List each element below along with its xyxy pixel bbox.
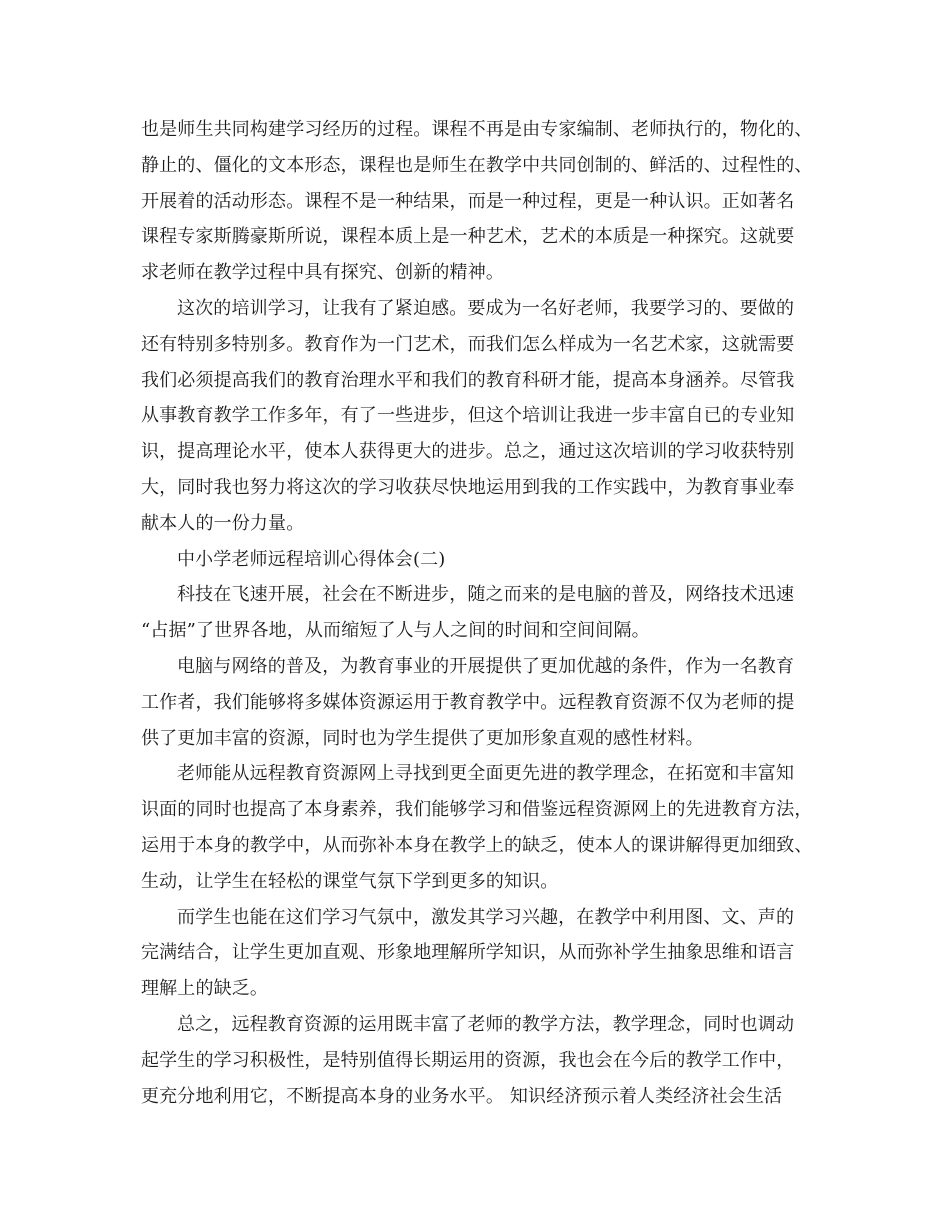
text-line: “占据”了世界各地，从而缩短了人与人之间的时间和空间间隔。: [141, 620, 650, 642]
text-line: 求老师在教学过程中具有探究、创新的精神。: [141, 262, 504, 284]
text-line: 理解上的缺乏。: [141, 978, 269, 1000]
text-line: 识面的同时也提高了本身素养，我们能够学习和借鉴远程资源网上的先进教育方法，: [141, 799, 813, 821]
text-line: 运用于本身的教学中，从而弥补本身在教学上的缺乏，使本人的课讲解得更加细致、: [141, 834, 813, 856]
text-line: 我们必须提高我们的教育治理水平和我们的教育科研才能，提高本身涵养。尽管我: [141, 369, 795, 391]
text-line: 工作者，我们能够将多媒体资源运用于教育教学中。远程教育资源不仅为老师的提: [141, 691, 795, 713]
document-body: [141, 112, 831, 1114]
paragraph-start-line: 电脑与网络的普及，为教育事业的开展提供了更加优越的条件，作为一名教育: [177, 655, 795, 677]
text-line: 供了更加丰富的资源，同时也为学生提供了更加形象直观的感性材料。: [141, 727, 704, 749]
text-line: 生动，让学生在轻松的课堂气氛下学到更多的知识。: [141, 870, 559, 892]
text-line: 完满结合，让学生更加直观、形象地理解所学知识，从而弥补学生抽象思维和语言: [141, 942, 795, 964]
text-line: 静止的、僵化的文本形态，课程也是师生在教学中共同创制的、鲜活的、过程性的、: [141, 154, 813, 176]
text-line: 课程专家斯腾豪斯所说，课程本质上是一种艺术，艺术的本质是一种探究。这就要: [141, 226, 795, 248]
text-line: 识，提高理论水平，使本人获得更大的进步。总之，通过这次培训的学习收获特别: [141, 441, 795, 463]
paragraph-start-line: 总之，远程教育资源的运用既丰富了老师的教学方法，教学理念，同时也调动: [177, 1013, 795, 1035]
section-heading: 中小学老师远程培训心得体会(二): [177, 548, 446, 570]
text-line: 开展着的活动形态。课程不是一种结果，而是一种过程，更是一种认识。正如著名: [141, 190, 795, 212]
text-line: 更充分地利用它，不断提高本身的业务水平。 知识经济预示着人类经济社会生活: [141, 1085, 783, 1107]
paragraph-start-line: 这次的培训学习，让我有了紧迫感。要成为一名好老师，我要学习的、要做的: [177, 297, 795, 319]
text-line: 大，同时我也努力将这次的学习收获尽快地运用到我的工作实践中，为教育事业奉: [141, 476, 795, 498]
text-line: 从事教育教学工作多年，有了一些进步，但这个培训让我进一步丰富自已的专业知: [141, 405, 795, 427]
paragraph-start-line: 老师能从远程教育资源网上寻找到更全面更先进的教学理念，在拓宽和丰富知: [177, 763, 795, 785]
paragraph-start-line: 科技在飞速开展，社会在不断进步，随之而来的是电脑的普及，网络技术迅速: [177, 584, 795, 606]
text-line: 也是师生共同构建学习经历的过程。课程不再是由专家编制、老师执行的，物化的、: [141, 119, 813, 140]
text-line: 起学生的学习积极性，是特别值得长期运用的资源，我也会在今后的教学工作中，: [141, 1049, 795, 1071]
paragraph-start-line: 而学生也能在这们学习气氛中，激发其学习兴趣，在教学中利用图、文、声的: [177, 906, 795, 928]
text-line: 献本人的一份力量。: [141, 512, 305, 534]
text-line: 还有特别多特别多。教育作为一门艺术，而我们怎么样成为一名艺术家，这就需要: [141, 333, 795, 355]
